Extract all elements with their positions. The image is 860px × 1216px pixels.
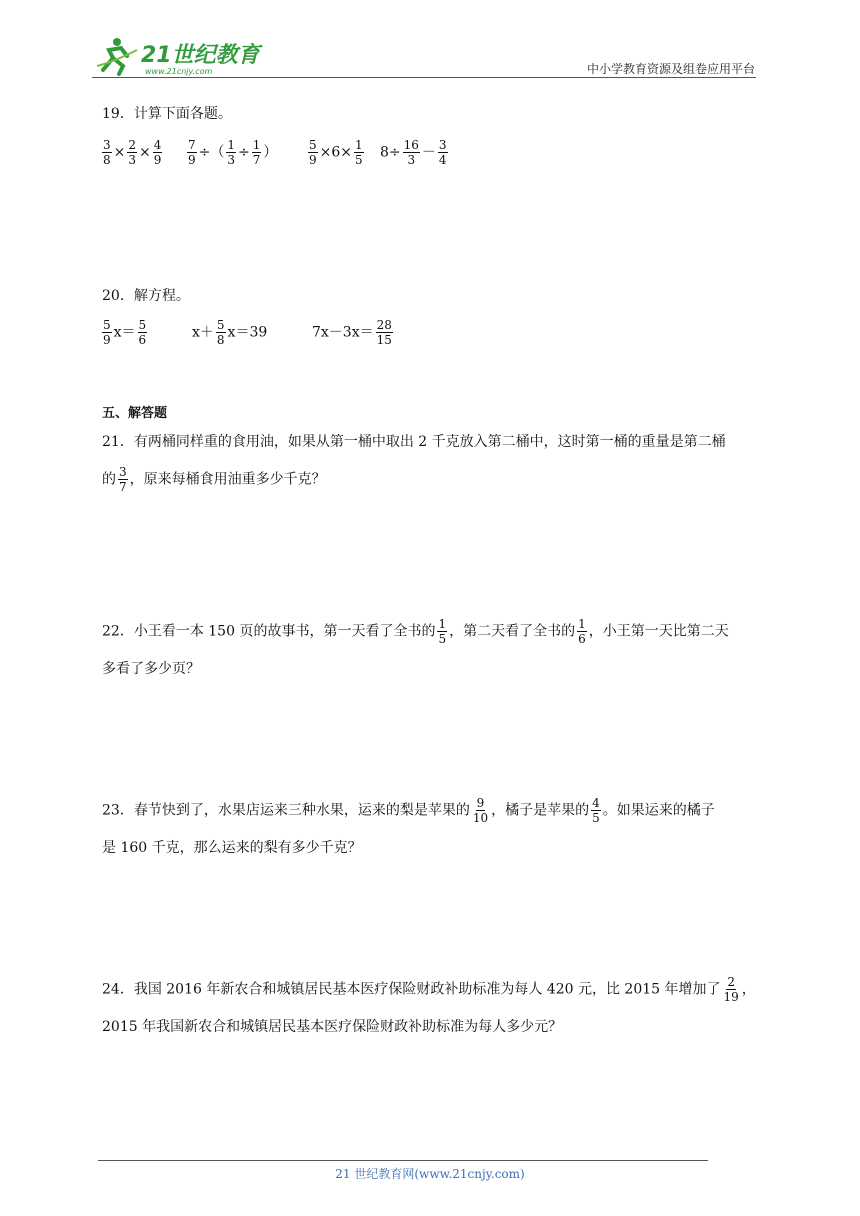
q24-line-2: 2015 年我国新农合和城镇居民基本医疗保险财政补助标准为每人多少元？ — [102, 1019, 563, 1035]
q20-heading: 20．解方程。 — [102, 288, 190, 304]
footer-link[interactable]: 21 世纪教育网(www.21cnjy.com) — [335, 1167, 525, 1181]
q23-line-2: 是 160 千克，那么运来的梨有多少千克？ — [102, 840, 362, 856]
runner-logo-icon — [93, 36, 263, 78]
q19-expression-3: $\frac{5}{9}$ ×6× $\frac{1}{5}$ — [309, 138, 363, 167]
q19-expression-4: 8÷ $\frac{16}{3}$ － $\frac{3}{4}$ — [380, 138, 447, 167]
q21-line-2: 的 $\frac{3}{7}$ ，原来每桶食用油重多少千克？ — [102, 465, 326, 494]
q20-equation-3: 7x－3x＝ $\frac{28}{15}$ — [312, 318, 392, 347]
svg-text:www.21cnjy.com: www.21cnjy.com — [145, 67, 213, 76]
q19-heading: 19．计算下面各题。 — [102, 106, 232, 122]
footer-divider — [98, 1160, 708, 1161]
svg-text:21世纪教育: 21世纪教育 — [141, 43, 260, 68]
q22-line-2: 多看了多少页？ — [102, 661, 200, 677]
q23-line-1: 23．春节快到了，水果店运来三种水果，运来的梨是苹果的 $\frac{9}{10}$ ，橘子是苹果的 $\frac{4}{5}$ 。如果运来的橘子 — [102, 796, 715, 825]
site-logo — [93, 36, 263, 78]
section-title: 五、解答题 — [102, 406, 168, 421]
header-divider — [92, 77, 756, 78]
q21-line-1: 21．有两桶同样重的食用油，如果从第一桶中取出 2 千克放入第二桶中，这时第一桶的重量是第二桶 — [102, 434, 726, 450]
q19-expression-2: $\frac{7}{9}$ ÷（ $\frac{1}{3}$ ÷ $\frac{1}{7}$ ） — [188, 138, 278, 167]
q19-expression-1: $\frac{3}{8}$ × $\frac{2}{3}$ × $\frac{4}{9}$ — [103, 138, 162, 167]
q22-line-1: 22．小王看一本 150 页的故事书，第一天看了全书的 $\frac{1}{5}$ ，第二天看了全书的 $\frac{1}{6}$ ，小王第一天比第二天 — [102, 617, 729, 646]
platform-name: 中小学教育资源及组卷应用平台 — [586, 62, 755, 76]
q20-equation-1: $\frac{5}{9}$ x＝ $\frac{5}{6}$ — [103, 318, 147, 347]
q20-equation-2: x＋ $\frac{5}{8}$ x＝39 — [192, 318, 268, 347]
q24-line-1: 24．我国 2016 年新农合和城镇居民基本医疗保险财政补助标准为每人 420 元，比 2015 年增加了 $\frac{2}{19}$ ， — [102, 975, 756, 1004]
